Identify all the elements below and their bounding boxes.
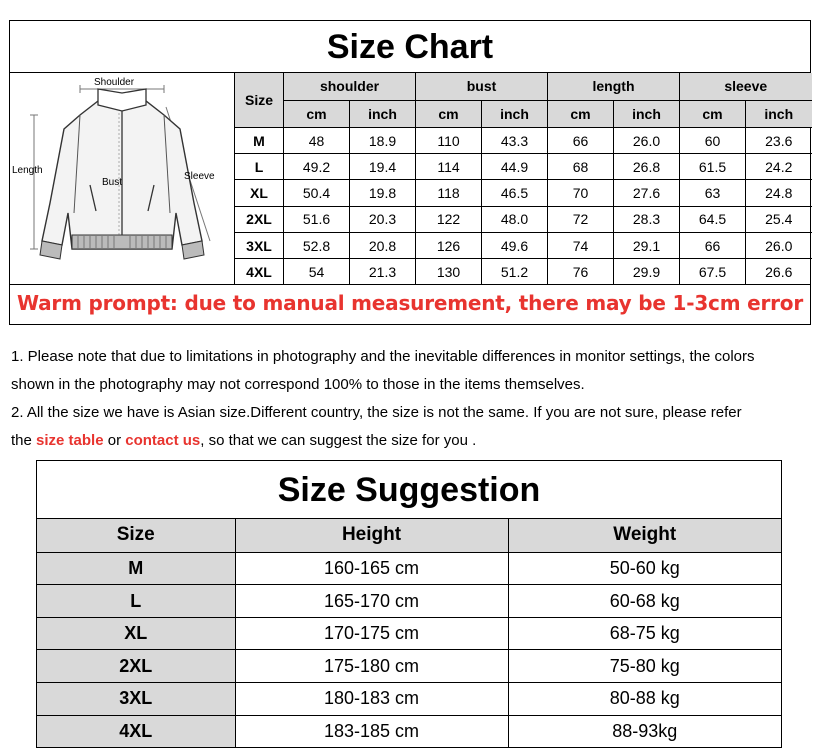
value-cell: 29.1 (614, 232, 680, 258)
value-cell: 51.2 (482, 259, 548, 285)
value-cell: 51.6 (284, 206, 350, 232)
value-cell: 126 (416, 232, 482, 258)
note-text: the (11, 432, 37, 449)
group-header-length: length (548, 73, 680, 100)
value-cell: 19.8 (350, 180, 416, 206)
sleeve-label: Sleeve (184, 171, 215, 182)
table-row (37, 552, 781, 585)
contact-us-link[interactable]: contact us (125, 432, 201, 449)
size-cell: M (37, 552, 235, 585)
value-cell: 18.9 (350, 128, 416, 154)
value-cell: 49.2 (284, 154, 350, 180)
size-chart-group-header (235, 73, 812, 100)
value-cell: 26.0 (614, 128, 680, 154)
value-cell: 114 (416, 154, 482, 180)
value-cell: 48 (284, 128, 350, 154)
size-cell: 4XL (235, 259, 284, 285)
unit-header: inch (746, 100, 812, 127)
bust-label: Bust (102, 177, 123, 188)
column-header-weight: Weight (508, 519, 781, 552)
weight-cell: 88-93kg (508, 715, 781, 747)
height-cell: 183-185 cm (235, 715, 508, 747)
unit-header: inch (614, 100, 680, 127)
table-row (37, 650, 781, 683)
value-cell: 21.3 (350, 259, 416, 285)
value-cell: 66 (548, 128, 614, 154)
value-cell: 24.2 (746, 154, 812, 180)
value-cell: 74 (548, 232, 614, 258)
table-row (235, 154, 812, 180)
value-cell: 118 (416, 180, 482, 206)
column-header-size: Size (37, 519, 235, 552)
value-cell: 25.4 (746, 206, 812, 232)
size-cell: 4XL (37, 715, 235, 747)
jacket-diagram (10, 73, 234, 285)
height-cell: 160-165 cm (235, 552, 508, 585)
value-cell: 64.5 (680, 206, 746, 232)
height-cell: 165-170 cm (235, 585, 508, 618)
value-cell: 122 (416, 206, 482, 232)
weight-cell: 80-88 kg (508, 683, 781, 716)
note-text: , so that we can suggest the size for you . (200, 432, 477, 449)
table-row (37, 617, 781, 650)
unit-header: cm (416, 100, 482, 127)
shoulder-label: Shoulder (94, 77, 135, 88)
size-header: Size (235, 73, 284, 128)
unit-header: inch (482, 100, 548, 127)
value-cell: 23.6 (746, 128, 812, 154)
table-row (37, 715, 781, 747)
table-row (235, 180, 812, 206)
note-line: shown in the photography may not correspond 100% to those in the items themselves. (11, 376, 585, 393)
value-cell: 130 (416, 259, 482, 285)
value-cell: 26.0 (746, 232, 812, 258)
unit-header: cm (284, 100, 350, 127)
value-cell: 66 (680, 232, 746, 258)
note-text: or (103, 432, 126, 449)
height-cell: 170-175 cm (235, 617, 508, 650)
value-cell: 20.8 (350, 232, 416, 258)
table-row (235, 206, 812, 232)
table-row (235, 128, 812, 154)
table-row (37, 585, 781, 618)
size-cell: M (235, 128, 284, 154)
size-cell: L (235, 154, 284, 180)
unit-header: cm (548, 100, 614, 127)
value-cell: 29.9 (614, 259, 680, 285)
table-row (235, 259, 812, 285)
value-cell: 76 (548, 259, 614, 285)
column-header-height: Height (235, 519, 508, 552)
size-cell: XL (235, 180, 284, 206)
value-cell: 24.8 (746, 180, 812, 206)
value-cell: 49.6 (482, 232, 548, 258)
value-cell: 26.8 (614, 154, 680, 180)
weight-cell: 50-60 kg (508, 552, 781, 585)
table-row (37, 683, 781, 716)
unit-header: inch (350, 100, 416, 127)
value-cell: 28.3 (614, 206, 680, 232)
size-chart-unit-header (235, 100, 812, 127)
group-header-bust: bust (416, 73, 548, 100)
note-line: 2. All the size we have is Asian size.Different country, the size is not the same. If you are not sure, please refer (11, 404, 742, 421)
weight-cell: 75-80 kg (508, 650, 781, 683)
value-cell: 60 (680, 128, 746, 154)
table-header-row (37, 519, 781, 552)
group-header-shoulder: shoulder (284, 73, 416, 100)
value-cell: 44.9 (482, 154, 548, 180)
size-chart-title: Size Chart (10, 21, 810, 73)
height-cell: 180-183 cm (235, 683, 508, 716)
size-chart-body (10, 73, 810, 285)
warm-prompt: Warm prompt: due to manual measurement, there may be 1-3cm error (16, 291, 804, 315)
size-cell: 2XL (37, 650, 235, 683)
note-line: 1. Please note that due to limitations in photography and the inevitable differences in monitor settings, the colors (11, 348, 755, 365)
size-suggestion-title: Size Suggestion (37, 461, 781, 519)
size-chart (9, 20, 811, 325)
size-cell: 3XL (235, 232, 284, 258)
length-label: Length (12, 165, 43, 176)
value-cell: 20.3 (350, 206, 416, 232)
value-cell: 70 (548, 180, 614, 206)
size-suggestion (36, 460, 782, 748)
size-cell: L (37, 585, 235, 618)
value-cell: 26.6 (746, 259, 812, 285)
size-chart-table (234, 73, 812, 285)
value-cell: 52.8 (284, 232, 350, 258)
value-cell: 48.0 (482, 206, 548, 232)
value-cell: 67.5 (680, 259, 746, 285)
value-cell: 110 (416, 128, 482, 154)
size-cell: 2XL (235, 206, 284, 232)
value-cell: 54 (284, 259, 350, 285)
unit-header: cm (680, 100, 746, 127)
size-cell: 3XL (37, 683, 235, 716)
size-table-link[interactable]: size table (36, 432, 104, 449)
value-cell: 27.6 (614, 180, 680, 206)
group-header-sleeve: sleeve (680, 73, 812, 100)
height-cell: 175-180 cm (235, 650, 508, 683)
value-cell: 19.4 (350, 154, 416, 180)
table-row (235, 232, 812, 258)
value-cell: 46.5 (482, 180, 548, 206)
size-cell: XL (37, 617, 235, 650)
note-line (11, 431, 476, 451)
size-suggestion-table (37, 519, 781, 747)
weight-cell: 60-68 kg (508, 585, 781, 618)
weight-cell: 68-75 kg (508, 617, 781, 650)
value-cell: 61.5 (680, 154, 746, 180)
value-cell: 43.3 (482, 128, 548, 154)
value-cell: 68 (548, 154, 614, 180)
value-cell: 50.4 (284, 180, 350, 206)
value-cell: 63 (680, 180, 746, 206)
value-cell: 72 (548, 206, 614, 232)
